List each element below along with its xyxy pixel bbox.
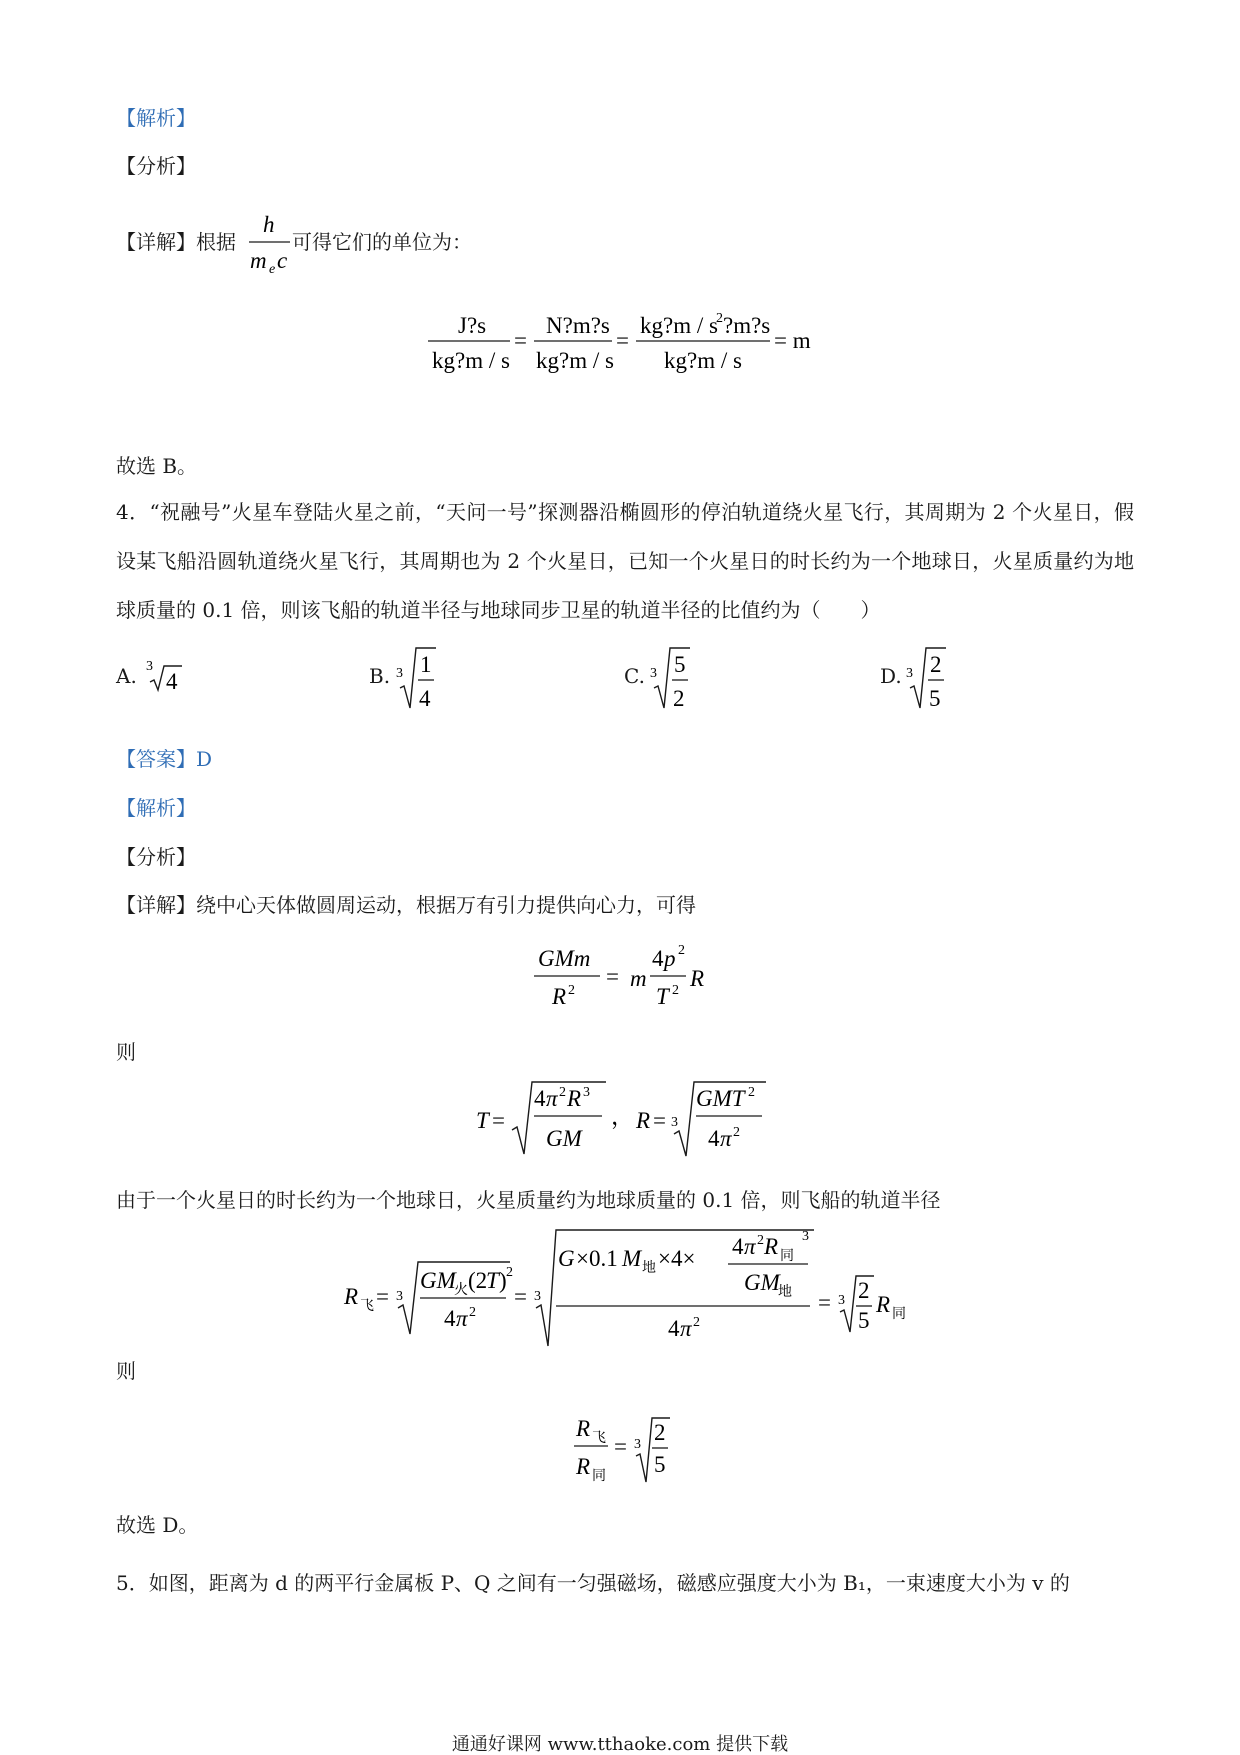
svg-text:4: 4: [652, 946, 664, 971]
svg-text:=: =: [653, 1108, 666, 1133]
svg-text:R: R: [636, 1108, 651, 1133]
svg-text:2: 2: [716, 311, 723, 326]
detail-line-1-suffix: 可得它们的单位为：: [292, 230, 472, 254]
analysis-subheading-2: 【分析】: [116, 845, 196, 869]
svg-text:2: 2: [559, 1085, 566, 1100]
svg-text:同: 同: [780, 1249, 794, 1264]
svg-text:，: ，: [611, 1104, 634, 1129]
svg-text:?m?s: ?m?s: [723, 313, 771, 338]
svg-text:2: 2: [693, 1315, 700, 1330]
svg-text:同: 同: [892, 1307, 906, 1322]
svg-text:=: =: [616, 328, 629, 353]
then-2: 则: [116, 1359, 136, 1383]
svg-text:4: 4: [732, 1234, 744, 1259]
svg-text:=: =: [514, 328, 527, 353]
svg-text:3: 3: [838, 1293, 845, 1308]
svg-text:R: R: [576, 1454, 591, 1479]
svg-text:M: M: [622, 1246, 642, 1271]
svg-text:π: π: [456, 1306, 468, 1331]
svg-text:=: =: [376, 1284, 389, 1309]
svg-text:3: 3: [146, 659, 153, 674]
svg-text:飞: 飞: [592, 1431, 606, 1446]
svg-text:2: 2: [748, 1085, 755, 1100]
question-4-text: 4．“祝融号”火星车登陆火星之前，“天问一号”探测器沿椭圆形的停泊轨道绕火星飞行，其周期为 2 个火星日，假设某飞船沿圆轨道绕火星飞行，其周期也为 2 个火星日，已知一个火星日的时长约为一个地球日，火星质量约为地球质量的 0.1 倍，则该飞船的轨道半径与地球同步卫星的轨道半径的比值约为（ ）: [116, 500, 1134, 622]
svg-text:2: 2: [568, 983, 575, 998]
analysis-heading-1: 【解析】: [116, 106, 196, 130]
svg-text:3: 3: [396, 666, 403, 681]
svg-text:π: π: [744, 1234, 756, 1259]
svg-text:R: R: [690, 966, 705, 991]
svg-text:同: 同: [592, 1469, 606, 1484]
svg-text:GM: GM: [546, 1126, 582, 1151]
svg-text:kg?m / s: kg?m / s: [432, 348, 510, 373]
svg-text:5: 5: [674, 652, 686, 677]
option-c-expression: [650, 642, 694, 716]
svg-text:2: 2: [930, 652, 942, 677]
svg-text:4: 4: [668, 1316, 680, 1341]
question-5-text: 5．如图，距离为 d 的两平行金属板 P、Q 之间有一匀强磁场，磁感应强度大小为 B₁，一束速度大小为 v 的: [116, 1571, 1070, 1595]
svg-text:火: 火: [454, 1283, 468, 1298]
svg-text:2: 2: [678, 943, 685, 958]
svg-text:2: 2: [672, 983, 679, 998]
svg-text:3: 3: [396, 1289, 403, 1304]
svg-text:5: 5: [929, 686, 941, 711]
svg-text:5: 5: [858, 1308, 870, 1333]
detail-line-2: 【详解】绕中心天体做圆周运动，根据万有引力提供向心力，可得: [116, 893, 696, 917]
svg-text:π: π: [680, 1316, 692, 1341]
svg-text:(2: (2: [468, 1268, 488, 1293]
svg-text:2: 2: [757, 1233, 764, 1248]
svg-text:4: 4: [534, 1086, 546, 1111]
svg-text:=: =: [492, 1108, 505, 1133]
svg-text:R: R: [552, 984, 567, 1009]
svg-text:4: 4: [708, 1126, 720, 1151]
svg-text:3: 3: [634, 1437, 641, 1452]
svg-text:h: h: [263, 212, 275, 237]
conclusion-d: 故选 D。: [116, 1513, 199, 1537]
svg-text:4: 4: [166, 669, 178, 694]
option-b-label: B.: [369, 664, 391, 688]
option-d-expression: [906, 642, 950, 716]
svg-text:2: 2: [506, 1265, 513, 1280]
svg-text:R: R: [764, 1234, 779, 1259]
svg-text:=: =: [818, 1290, 831, 1315]
option-a-expression: [146, 656, 186, 700]
then-1: 则: [116, 1040, 136, 1064]
svg-text:m: m: [630, 966, 647, 991]
svg-text:1: 1: [420, 652, 432, 677]
svg-text:飞: 飞: [360, 1299, 374, 1314]
svg-text:T: T: [656, 984, 669, 1009]
mars-reasoning-text: 由于一个火星日的时长约为一个地球日，火星质量约为地球质量的 0.1 倍，则飞船的轨道半径: [116, 1188, 941, 1212]
option-d-label: D.: [880, 664, 902, 688]
svg-text:3: 3: [650, 666, 657, 681]
svg-text:=: =: [614, 1434, 627, 1459]
svg-text:kg?m / s: kg?m / s: [664, 348, 742, 373]
svg-text:4: 4: [419, 686, 431, 711]
svg-text:2: 2: [733, 1125, 740, 1140]
svg-text:GMm: GMm: [538, 946, 591, 971]
svg-text:p: p: [664, 946, 676, 971]
svg-text:地: 地: [778, 1285, 792, 1300]
svg-text:=: =: [606, 964, 619, 989]
svg-text:3: 3: [802, 1229, 809, 1244]
svg-text:kg?m / s: kg?m / s: [536, 348, 614, 373]
option-b-expression: [396, 642, 440, 716]
svg-text:3: 3: [534, 1289, 541, 1304]
svg-text:3: 3: [671, 1115, 678, 1130]
svg-text:GM: GM: [744, 1270, 780, 1295]
formula-gravity-centripetal: [534, 938, 724, 1016]
formula-h-over-mec: [246, 210, 294, 277]
svg-text:R: R: [344, 1284, 359, 1309]
svg-text:= m: = m: [774, 328, 811, 353]
svg-text:T: T: [476, 1108, 489, 1133]
svg-text:π: π: [720, 1126, 732, 1151]
detail-line-1-prefix: 【详解】根据: [116, 230, 236, 254]
svg-text:R: R: [576, 1416, 591, 1441]
svg-text:π: π: [546, 1086, 558, 1111]
svg-text:c: c: [277, 248, 288, 273]
page-footer: 通通好课网 www.tthaoke.com 提供下载: [451, 1734, 789, 1755]
svg-text:kg?m / s: kg?m / s: [640, 313, 718, 338]
svg-text:×0.1: ×0.1: [576, 1246, 618, 1271]
svg-text:地: 地: [642, 1261, 656, 1276]
formula-period-radius: [476, 1076, 766, 1162]
conclusion-b: 故选 B。: [116, 454, 198, 478]
answer-line: 【答案】D: [116, 747, 213, 771]
analysis-subheading-1: 【分析】: [116, 154, 196, 178]
svg-text:2: 2: [858, 1278, 870, 1303]
svg-text:R: R: [567, 1086, 582, 1111]
svg-text:×4×: ×4×: [658, 1246, 696, 1271]
svg-text:): ): [499, 1268, 507, 1293]
svg-text:2: 2: [654, 1420, 666, 1445]
svg-text:J?s: J?s: [458, 313, 487, 338]
svg-text:=: =: [514, 1284, 527, 1309]
svg-text:4: 4: [444, 1306, 456, 1331]
svg-text:3: 3: [906, 666, 913, 681]
svg-text:e: e: [269, 262, 276, 277]
analysis-heading-2: 【解析】: [116, 796, 196, 820]
formula-radius-ratio: [574, 1408, 684, 1488]
svg-text:G: G: [558, 1246, 575, 1271]
svg-text:R: R: [876, 1292, 891, 1317]
formula-spaceship-radius: [344, 1226, 904, 1350]
svg-text:2: 2: [469, 1305, 476, 1320]
option-c-label: C.: [624, 664, 645, 688]
svg-text:2: 2: [673, 686, 685, 711]
svg-text:T: T: [486, 1268, 499, 1293]
svg-text:m: m: [250, 248, 267, 273]
svg-text:N?m?s: N?m?s: [546, 313, 610, 338]
svg-text:GM: GM: [420, 1268, 456, 1293]
svg-text:GMT: GMT: [696, 1086, 745, 1111]
formula-units: [428, 308, 828, 378]
svg-text:3: 3: [583, 1085, 590, 1100]
option-a-label: A.: [116, 664, 137, 688]
svg-text:5: 5: [654, 1452, 666, 1477]
